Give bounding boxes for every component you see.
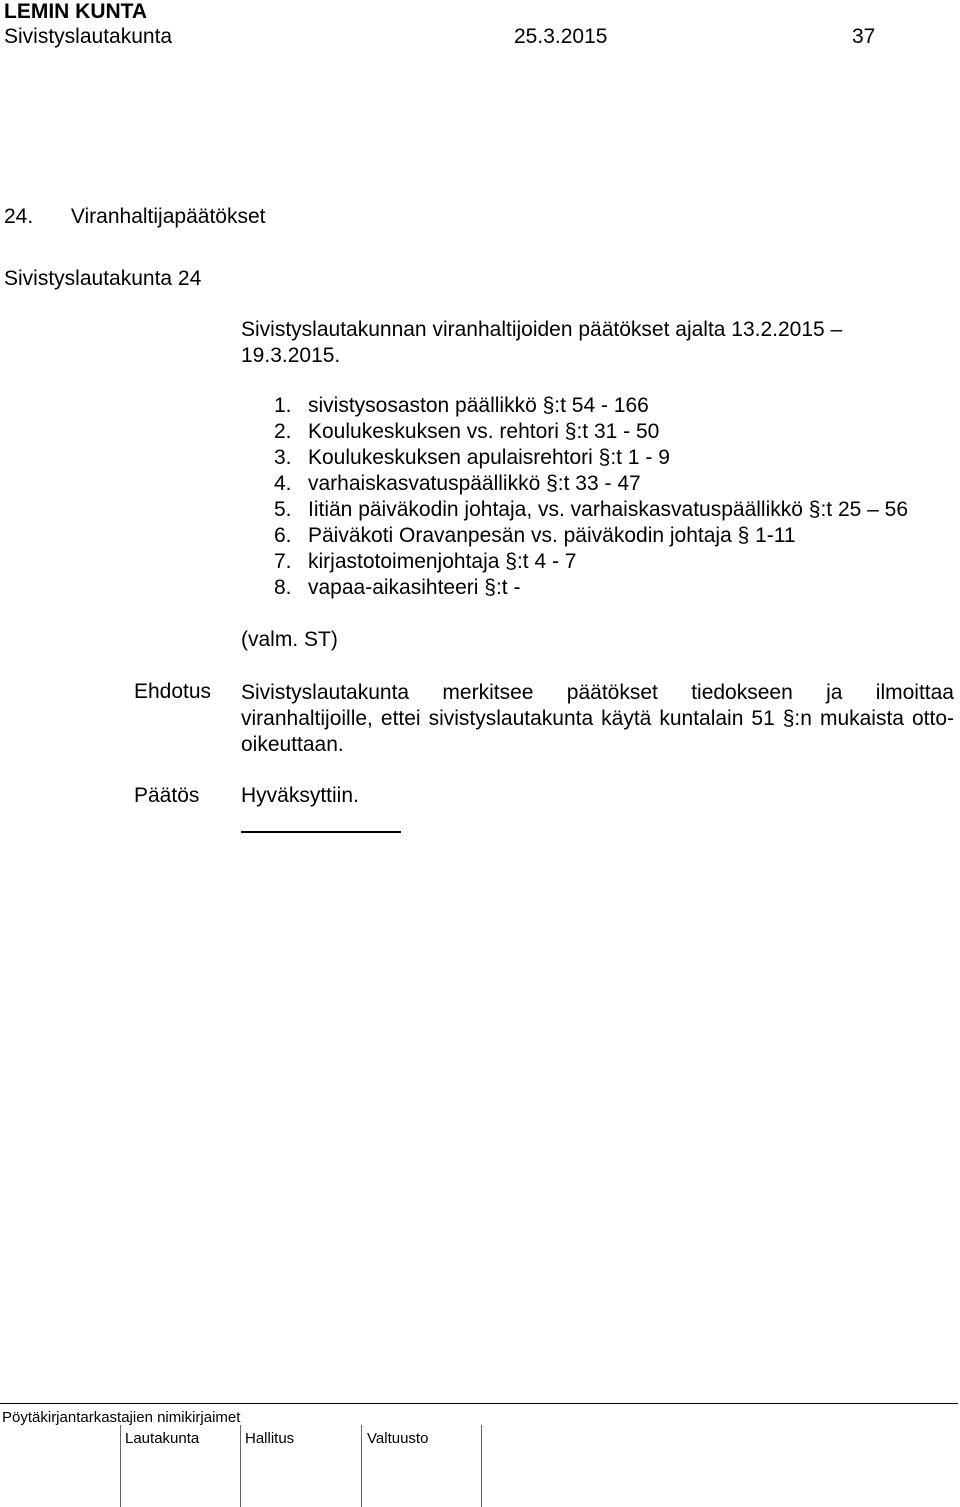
list-item: 1. sivistysosaston päällikkö §:t 54 - 166 bbox=[274, 394, 649, 417]
proposal-label: Ehdotus bbox=[134, 680, 212, 703]
committee-name: Sivistyslautakunta bbox=[4, 25, 173, 48]
footer-divider bbox=[0, 1403, 958, 1404]
intro-line-1: Sivistyslautakunnan viranhaltijoiden päätökset ajalta 13.2.2015 – bbox=[241, 318, 843, 341]
footer-column-valtuusto: Valtuusto bbox=[367, 1430, 429, 1447]
preparer-note: (valm. ST) bbox=[241, 628, 338, 651]
list-item: 2. Koulukeskuksen vs. rehtori §:t 31 - 50 bbox=[274, 420, 660, 443]
list-item: 7. kirjastotoimenjohtaja §:t 4 - 7 bbox=[274, 550, 577, 573]
footer-column-lautakunta: Lautakunta bbox=[125, 1430, 200, 1447]
section-title: Viranhaltijapäätökset bbox=[70, 205, 266, 228]
section-heading bbox=[4, 205, 265, 229]
organization-name: LEMIN KUNTA bbox=[4, 0, 148, 23]
end-rule bbox=[241, 831, 401, 833]
footer-column-divider bbox=[481, 1425, 482, 1507]
list-item: 4. varhaiskasvatuspäällikkö §:t 33 - 47 bbox=[274, 472, 641, 495]
meeting-date: 25.3.2015 bbox=[514, 25, 608, 48]
footer-column-divider bbox=[120, 1425, 121, 1507]
list-item: 6. Päiväkoti Oravanpesän vs. päiväkodin johtaja § 1-11 bbox=[274, 524, 796, 547]
section-number: 24. bbox=[4, 205, 34, 228]
list-item: 8. vapaa-aikasihteeri §:t - bbox=[274, 576, 521, 599]
intro-line-2: 19.3.2015. bbox=[241, 344, 341, 367]
footer-column-divider bbox=[240, 1425, 241, 1507]
footer-label: Pöytäkirjantarkastajien nimikirjaimet bbox=[2, 1409, 241, 1426]
page-number: 37 bbox=[852, 25, 876, 48]
decision-label: Päätös bbox=[134, 784, 200, 807]
list-item: 3. Koulukeskuksen apulaisrehtori §:t 1 - 9 bbox=[274, 446, 670, 469]
proposal-text: Sivistyslautakunta merkitsee päätökset tiedokseen ja ilmoittaa viranhaltijoille, ettei sivistyslautakunta käytä kuntalain 51 §:n mukaista otto-oikeuttaan. bbox=[241, 681, 954, 756]
footer-column-divider bbox=[361, 1425, 362, 1507]
decision-text: Hyväksyttiin. bbox=[241, 784, 359, 807]
footer-column-hallitus: Hallitus bbox=[245, 1430, 295, 1447]
decision-list bbox=[274, 393, 908, 601]
section-reference: Sivistyslautakunta 24 bbox=[4, 267, 202, 290]
list-item: 5. Iitiän päiväkodin johtaja, vs. varhaiskasvatuspäällikkö §:t 25 – 56 bbox=[274, 498, 909, 521]
